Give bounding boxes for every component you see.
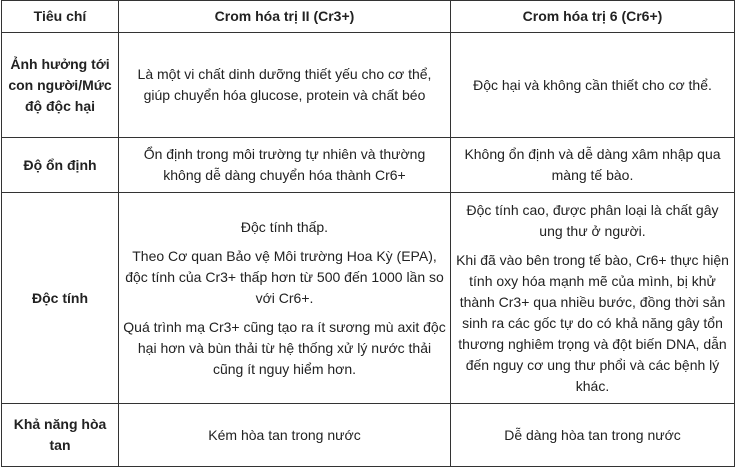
cr6-stability-text: Không ổn định và dễ dàng xâm nhập qua màng tế bào. (464, 146, 721, 183)
cr3-toxicity-text-3: Quá trình mạ Cr3+ cũng tạo ra ít sương mù axit độc hại hơn và bùn thải từ hệ thống xử lý nước thải cũng ít nguy hiểm hơn. (123, 318, 446, 377)
cr6-health-text: Độc hại và không cần thiết cho cơ thể. (473, 76, 712, 93)
header-cr6: Crom hóa trị 6 (Cr6+) (451, 1, 735, 33)
cr3-stability-text: Ổn định trong môi trường tự nhiên và thường không dễ dàng chuyển hóa thành Cr6+ (143, 146, 426, 183)
table-row (2, 404, 735, 467)
cr3-health-cell (119, 33, 451, 138)
cr3-toxicity-cell (119, 193, 451, 404)
row-criterion-solubility: Khả năng hòa tan (2, 404, 119, 467)
cr3-solubility-text: Kém hòa tan trong nước (208, 426, 361, 443)
row-criterion-stability: Độ ổn định (2, 138, 119, 193)
cr6-solubility-text: Dễ dàng hòa tan trong nước (504, 426, 681, 443)
cr6-solubility-cell (451, 404, 735, 467)
cr6-stability-cell (451, 138, 735, 193)
table-row (2, 33, 735, 138)
cr6-health-cell (451, 33, 735, 138)
cr3-stability-cell (119, 138, 451, 193)
table-header-row (2, 1, 735, 33)
cr3-toxicity-text-1: Độc tính thấp. (240, 218, 329, 235)
cr6-toxicity-cell (451, 193, 735, 404)
cr3-toxicity-text-2: Theo Cơ quan Bảo vệ Môi trường Hoa Kỳ (EPA), độc tính của Cr3+ thấp hơn từ 500 đến 1000 lần so với Cr6+. (125, 247, 444, 306)
cr6-toxicity-text-1: Độc tính cao, được phân loại là chất gây ung thư ở người. (466, 201, 719, 239)
cr6-toxicity-text-2: Khi đã vào bên trong tế bào, Cr6+ thực hiện tính oxy hóa mạnh mẽ của mình, bị khử thành Cr3+ qua nhiều bước, đồng thời sản sinh ra các gốc tự do có khả năng gây tổn thương nghiêm trọng và đột biến DNA, dẫn đến nguy cơ ung thư phổi và các bệnh lý khác. (456, 251, 729, 394)
header-criterion: Tiêu chí (2, 1, 119, 33)
header-cr3: Crom hóa trị II (Cr3+) (119, 1, 451, 33)
cr3-solubility-cell (119, 404, 451, 467)
table-row (2, 138, 735, 193)
row-criterion-health: Ảnh hưởng tới con người/Mức độ độc hại (2, 33, 119, 138)
table-row (2, 193, 735, 404)
cr3-health-text: Là một vi chất dinh dưỡng thiết yếu cho cơ thể, giúp chuyển hóa glucose, protein và chất béo (137, 66, 432, 103)
comparison-table (1, 0, 735, 467)
row-criterion-toxicity: Độc tính (2, 193, 119, 404)
